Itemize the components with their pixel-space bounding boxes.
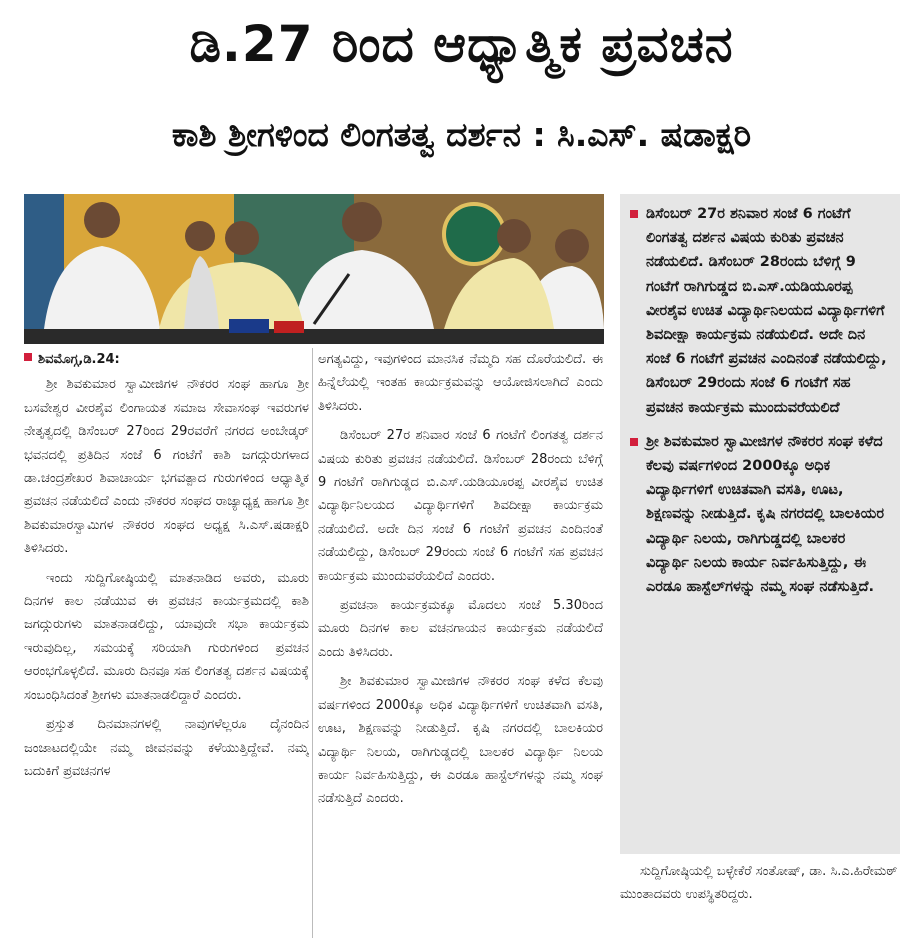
article-column-1 [24, 348, 309, 940]
press-conference-photo [24, 194, 604, 344]
dateline-text: ಶಿವಮೊಗ್ಗ,ಡಿ.24: [38, 352, 120, 367]
highlight-item [630, 430, 890, 599]
highlight-box [620, 194, 900, 854]
highlight-text: ಶ್ರೀ ಶಿವಕುಮಾರ ಸ್ವಾಮೀಜಿಗಳ ನೌಕರರ ಸಂಘ ಕಳೆದ ಕೆಲವು ವರ್ಷಗಳಿಂದ 2000ಕ್ಕೂ ಅಧಿಕ ವಿದ್ಯಾರ್ಥಿಗಳಿಗೆ ಉಚಿತವಾಗಿ ವಸತಿ, ಊಟ, ಶಿಕ್ಷಣವನ್ನು ನೀಡುತ್ತಿದೆ. ಕೃಷಿ ನಗರದಲ್ಲಿ ಬಾಲಕಿಯರ ವಿದ್ಯಾರ್ಥಿ ನಿಲಯ, ರಾಗಿಗುಡ್ಡದಲ್ಲಿ ಬಾಲಕರ ವಿದ್ಯಾರ್ಥಿ ನಿಲಯ ಕಾರ್ಯ ನಿರ್ವಹಿಸುತ್ತಿದ್ದು, ಈ ಎರಡೂ ಹಾಸ್ಟೆಲ್‌ಗಳನ್ನು ನಮ್ಮ ಸಂಘ ನಡೆಸುತ್ತಿದೆ. [646, 433, 884, 596]
bullet-square-icon [630, 438, 638, 446]
paragraph: ಪ್ರಸ್ತುತ ದಿನಮಾನಗಳಲ್ಲಿ ನಾವುಗಳೆಲ್ಲರೂ ದೈನಂದಿನ ಜಂಜಾಟದಲ್ಲಿಯೇ ನಮ್ಮ ಜೀವನವನ್ನು ಕಳೆಯುತ್ತಿದ್ದೇವೆ. ನಮ್ಮ ಬದುಕಿಗೆ ಪ್ರವಚನಗಳ [24, 717, 309, 779]
paragraph: ಅಗತ್ಯವಿದ್ದು, ಇವುಗಳಿಂದ ಮಾನಸಿಕ ನೆಮ್ಮದಿ ಸಹ ದೊರೆಯಲಿದೆ. ಈ ಹಿನ್ನೆಲೆಯಲ್ಲಿ ಇಂತಹ ಕಾರ್ಯಕ್ರಮವನ್ನು ಆಯೋಜಿಸಲಾಗಿದೆ ಎಂದು ತಿಳಿಸಿದರು. [318, 352, 603, 414]
highlight-text: ಡಿಸೆಂಬರ್ 27ರ ಶನಿವಾರ ಸಂಜೆ 6 ಗಂಟೆಗೆ ಲಿಂಗತತ್ವ ದರ್ಶನ ವಿಷಯ ಕುರಿತು ಪ್ರವಚನ ನಡೆಯಲಿದೆ. ಡಿಸೆಂಬರ್ 28ರಂದು ಬೆಳಿಗ್ಗೆ 9 ಗಂಟೆಗೆ ರಾಗಿಗುಡ್ಡದ ಬಿ.ಎಸ್.ಯಡಿಯೂರಪ್ಪ ವೀರಶೈವ ಉಚಿತ ವಿದ್ಯಾರ್ಥಿನಿಲಯದ ವಿದ್ಯಾರ್ಥಿಗಳಿಗೆ ಶಿವದೀಕ್ಷಾ ಕಾರ್ಯಕ್ರಮ ನಡೆಯಲಿದೆ. ಅದೇ ದಿನ ಸಂಜೆ 6 ಗಂಟೆಗೆ ಪ್ರವಚನ ಎಂದಿನಂತೆ ನಡೆಯಲಿದ್ದು, ಡಿಸೆಂಬರ್ 29ರಂದು ಸಂಜೆ 6 ಗಂಟೆಗೆ ಸಹ ಪ್ರವಚನ ಕಾರ್ಯಕ್ರಮ ಮುಂದುವರೆಯಲಿದೆ [646, 206, 887, 416]
column-divider [312, 348, 313, 938]
paragraph: ಇಂದು ಸುದ್ದಿಗೋಷ್ಠಿಯಲ್ಲಿ ಮಾತನಾಡಿದ ಅವರು, ಮೂರು ದಿನಗಳ ಕಾಲ ನಡೆಯುವ ಈ ಪ್ರವಚನ ಕಾರ್ಯಕ್ರಮದಲ್ಲಿ ಕಾಶಿ ಜಗದ್ಗುರುಗಳು ಮಾತನಾಡಲಿದ್ದು, ಯಾವುದೇ ಸಭಾ ಕಾರ್ಯಕ್ರಮ ಇರುವುದಿಲ್ಲ, ಸಮಯಕ್ಕೆ ಸರಿಯಾಗಿ ಗುರುಗಳಿಂದ ಪ್ರವಚನ ಆರಂಭಗೊಳ್ಳಲಿದೆ. ಮೂರು ದಿನವೂ ಸಹ ಲಿಂಗತತ್ವ ದರ್ಶನ ವಿಷಯಕ್ಕೆ ಸಂಬಂಧಿಸಿದಂತೆ ಶ್ರೀಗಳು ಮಾತನಾಡಲಿದ್ದಾರೆ ಎಂದರು. [24, 570, 309, 703]
bullet-square-icon [24, 353, 32, 361]
bullet-square-icon [630, 210, 638, 218]
paragraph: ಶ್ರೀ ಶಿವಕುಮಾರ ಸ್ವಾಮೀಜಿಗಳ ನೌಕರರ ಸಂಘ ಕಳೆದ ಕೆಲವು ವರ್ಷಗಳಿಂದ 2000ಕ್ಕೂ ಅಧಿಕ ವಿದ್ಯಾರ್ಥಿಗಳಿಗೆ ಉಚಿತವಾಗಿ ವಸತಿ, ಊಟ, ಶಿಕ್ಷಣವನ್ನು ನೀಡುತ್ತಿದೆ. ಕೃಷಿ ನಗರದಲ್ಲಿ ಬಾಲಕಿಯರ ವಿದ್ಯಾರ್ಥಿ ನಿಲಯ, ರಾಗಿಗುಡ್ಡದಲ್ಲಿ ಬಾಲಕರ ವಿದ್ಯಾರ್ಥಿ ನಿಲಯ ಕಾರ್ಯ ನಿರ್ವಹಿಸುತ್ತಿದ್ದು, ಈ ಎರಡೂ ಹಾಸ್ಟೆಲ್‌ಗಳನ್ನು ನಮ್ಮ ಸಂಘ ನಡೆಸುತ್ತಿದೆ ಎಂದರು. [318, 674, 603, 807]
paragraph: ಶ್ರೀ ಶಿವಕುಮಾರ ಸ್ವಾಮೀಜಿಗಳ ನೌಕರರ ಸಂಘ ಹಾಗೂ ಶ್ರೀ ಬಸವೇಶ್ವರ ವೀರಶೈವ ಲಿಂಗಾಯತ ಸಮಾಜ ಸೇವಾಸಂಘ ಇವರುಗಳ ನೇತೃತ್ವದಲ್ಲಿ ಡಿಸೆಂಬರ್ 27ರಿಂದ 29ರವರೆಗೆ ನಗರದ ಅಂಬೇಡ್ಕರ್ ಭವನದಲ್ಲಿ ಪ್ರತಿದಿನ ಸಂಜೆ 6 ಗಂಟೆಗೆ ಕಾಶಿ ಜಗದ್ಗುರುಗಳಾದ ಡಾ.ಚಂದ್ರಶೇಖರ ಶಿವಾಚಾರ್ಯ ಭಗವತ್ಪಾದ ಗುರುಗಳಿಂದ ಆಧ್ಯಾತ್ಮಿಕ ಪ್ರವಚನ ನಡೆಯಲಿದೆ ಎಂದು ನೌಕರರ ಸಂಘದ ರಾಜ್ಯಾಧ್ಯಕ್ಷ ಹಾಗೂ ಶ್ರೀ ಶಿವಕುಮಾರಸ್ವಾಮಿಗಳ ನೌಕರರ ಸಂಘದ ಅಧ್ಯಕ್ಷ ಸಿ.ಎಸ್.ಷಡಾಕ್ಷರಿ ತಿಳಿಸಿದರು. [24, 377, 309, 557]
subheadline: ಕಾಶಿ ಶ್ರೀಗಳಿಂದ ಲಿಂಗತತ್ವ ದರ್ಶನ : ಸಿ.ಎಸ್. ಷಡಾಕ್ಷರಿ [171, 115, 752, 154]
highlight-item [630, 202, 890, 420]
paragraph: ಪ್ರವಚನಾ ಕಾರ್ಯಕ್ರಮಕ್ಕೂ ಮೊದಲು ಸಂಜೆ 5.30ರಿಂದ ಮೂರು ದಿನಗಳ ಕಾಲ ವಚನಗಾಯನ ಕಾರ್ಯಕ್ರಮ ನಡೆಯಲಿದೆ ಎಂದು ತಿಳಿಸಿದರು. [318, 598, 603, 660]
article-body [24, 348, 604, 940]
headline: ಡಿ.27 ರಿಂದ ಆಧ್ಯಾತ್ಮಿಕ ಪ್ರವಚನ [189, 15, 734, 73]
photo-caption: ಸುದ್ದಿಗೋಷ್ಠಿಯಲ್ಲಿ ಬಳ್ಳೇಕೆರೆ ಸಂತೋಷ್, ಡಾ. ಸಿ.ಎ.ಹಿರೇಮಠ್ ಮುಂತಾದವರು ಉಪಸ್ಥಿತರಿದ್ದರು. [620, 864, 898, 902]
paragraph: ಡಿಸೆಂಬರ್ 27ರ ಶನಿವಾರ ಸಂಜೆ 6 ಗಂಟೆಗೆ ಲಿಂಗತತ್ವ ದರ್ಶನ ವಿಷಯ ಕುರಿತು ಪ್ರವಚನ ನಡೆಯಲಿದೆ. ಡಿಸೆಂಬರ್ 28ರಂದು ಬೆಳಿಗ್ಗೆ 9 ಗಂಟೆಗೆ ರಾಗಿಗುಡ್ಡದ ಬಿ.ಎಸ್.ಯಡಿಯೂರಪ್ಪ ವೀರಶೈವ ಉಚಿತ ವಿದ್ಯಾರ್ಥಿನಿಲಯದ ವಿದ್ಯಾರ್ಥಿಗಳಿಗೆ ಶಿವದೀಕ್ಷಾ ಕಾರ್ಯಕ್ರಮ ನಡೆಯಲಿದೆ. ಅದೇ ದಿನ ಸಂಜೆ 6 ಗಂಟೆಗೆ ಪ್ರವಚನ ಎಂದಿನಂತೆ ನಡೆಯಲಿದ್ದು, ಡಿಸೆಂಬರ್ 29ರಂದು ಸಂಜೆ 6 ಗಂಟೆಗೆ ಸಹ ಪ್ರವಚನ ಕಾರ್ಯಕ್ರಮ ಮುಂದುವರೆಯಲಿದೆ ಎಂದರು. [318, 428, 603, 584]
photo-illustration [24, 194, 604, 344]
dateline [24, 348, 309, 371]
article-column-2 [318, 348, 603, 940]
